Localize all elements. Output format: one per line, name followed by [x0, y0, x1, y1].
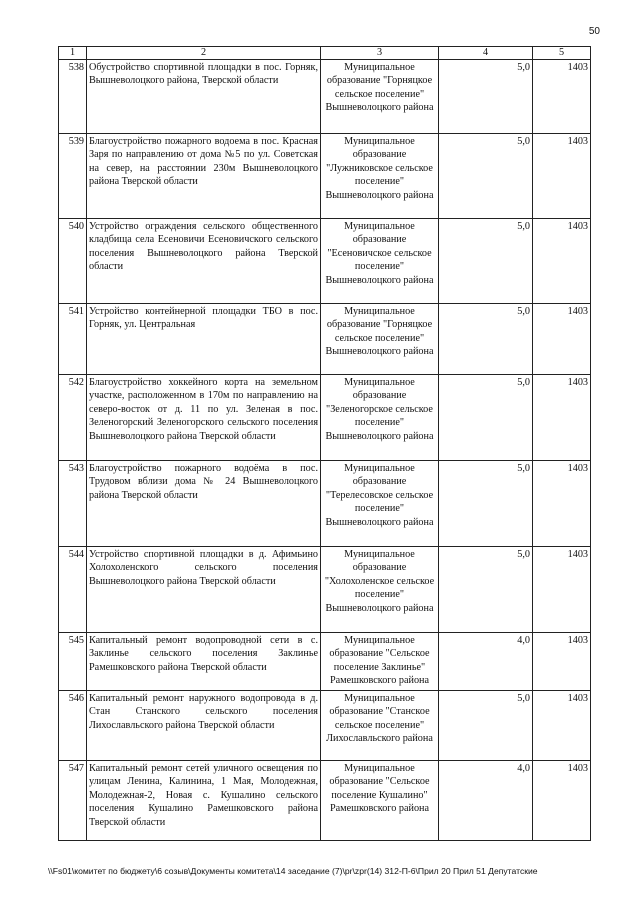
table-row — [59, 461, 591, 547]
column-header: 3 — [321, 47, 439, 60]
row-number: 544 — [59, 547, 87, 633]
code: 1403 — [533, 633, 591, 691]
row-number: 539 — [59, 134, 87, 219]
row-number: 547 — [59, 761, 87, 841]
code: 1403 — [533, 461, 591, 547]
code: 1403 — [533, 134, 591, 219]
row-number: 546 — [59, 691, 87, 761]
recipient-municipality: Муниципальное образование "Зеленогорское сельское поселение" Вышневолоцкого района — [321, 375, 439, 461]
project-description: Благоустройство пожарного водоёма в пос. Трудовом вблизи дома № 24 Вышневолоцкого района Тверской области — [87, 461, 321, 547]
recipient-municipality: Муниципальное образование "Есеновичское сельское поселение" Вышневолоцкого района — [321, 219, 439, 304]
table-row — [59, 60, 591, 134]
code: 1403 — [533, 219, 591, 304]
recipient-municipality: Муниципальное образование "Сельское поселение Заклинье" Рамешковского района — [321, 633, 439, 691]
project-description: Благоустройство хоккейного корта на земельном участке, расположенном в 170м по направлению на северо-восток от д. 11 по ул. Зеленая в пос. Зеленогорский Зеленогорского сельского поселения Вышневолоцкого района Тверской области — [87, 375, 321, 461]
table-row — [59, 633, 591, 691]
table-row — [59, 134, 591, 219]
row-number: 545 — [59, 633, 87, 691]
recipient-municipality: Муниципальное образование "Горняцкое сельское поселение" Вышневолоцкого района — [321, 60, 439, 134]
row-number: 540 — [59, 219, 87, 304]
project-description: Благоустройство пожарного водоема в пос. Красная Заря по направлению от дома №5 по ул. Советская на север, на расстоянии 230м Вышневолоцкого района Тверской области — [87, 134, 321, 219]
project-description: Устройство ограждения сельского общественного кладбища села Есеновичи Есеновичского сельского поселения Вышневолоцкого района Тверской области — [87, 219, 321, 304]
table-row — [59, 304, 591, 375]
recipient-municipality: Муниципальное образование "Сельское поселение Кушалино" Рамешковского района — [321, 761, 439, 841]
amount: 5,0 — [439, 547, 533, 633]
project-description: Устройство контейнерной площадки ТБО в пос. Горняк, ул. Центральная — [87, 304, 321, 375]
column-number-row — [59, 47, 591, 60]
project-description: Обустройство спортивной площадки в пос. Горняк, Вышневолоцкого района, Тверской области — [87, 60, 321, 134]
row-number: 541 — [59, 304, 87, 375]
recipient-municipality: Муниципальное образование "Горняцкое сельское поселение" Вышневолоцкого района — [321, 304, 439, 375]
amount: 5,0 — [439, 219, 533, 304]
code: 1403 — [533, 375, 591, 461]
recipient-municipality: Муниципальное образование "Станское сельское поселение" Лихославльского района — [321, 691, 439, 761]
table-row — [59, 761, 591, 841]
column-header: 4 — [439, 47, 533, 60]
table-row — [59, 691, 591, 761]
amount: 5,0 — [439, 691, 533, 761]
column-header: 2 — [87, 47, 321, 60]
amount: 5,0 — [439, 134, 533, 219]
code: 1403 — [533, 304, 591, 375]
code: 1403 — [533, 761, 591, 841]
column-header: 5 — [533, 47, 591, 60]
amount: 4,0 — [439, 761, 533, 841]
project-description: Капитальный ремонт сетей уличного освещения по улицам Ленина, Калинина, 1 Мая, Молодежная, Молодежная-2, Новая с. Кушалино сельского поселения Кушалино Рамешковского района Тверской области — [87, 761, 321, 841]
table-row — [59, 219, 591, 304]
code: 1403 — [533, 547, 591, 633]
table-row — [59, 375, 591, 461]
project-description: Капитальный ремонт водопроводной сети в с. Заклинье сельского поселения Заклинье Рамешковского района Тверской области — [87, 633, 321, 691]
code: 1403 — [533, 60, 591, 134]
page-number: 50 — [588, 26, 600, 37]
project-description: Капитальный ремонт наружного водопровода в д. Стан Станского сельского поселения Лихославльского района Тверской области — [87, 691, 321, 761]
file-path-footer: \\Fs01\комитет по бюджету\6 созыв\Документы комитета\14 заседание (7)\pr\zpr(14) 312-П-6\Прил 20 Прил 51 Депутатские — [48, 866, 538, 876]
amount: 5,0 — [439, 461, 533, 547]
row-number: 543 — [59, 461, 87, 547]
amount: 5,0 — [439, 304, 533, 375]
amount: 5,0 — [439, 375, 533, 461]
column-header: 1 — [59, 47, 87, 60]
row-number: 538 — [59, 60, 87, 134]
row-number: 542 — [59, 375, 87, 461]
appropriations-table — [58, 46, 591, 841]
table-row — [59, 547, 591, 633]
code: 1403 — [533, 691, 591, 761]
amount: 4,0 — [439, 633, 533, 691]
amount: 5,0 — [439, 60, 533, 134]
project-description: Устройство спортивной площадки в д. Афимьино Холохоленского сельского поселения Вышневолоцкого района Тверской области — [87, 547, 321, 633]
recipient-municipality: Муниципальное образование "Терелесовское сельское поселение" Вышневолоцкого района — [321, 461, 439, 547]
recipient-municipality: Муниципальное образование "Холохоленское сельское поселение" Вышневолоцкого района — [321, 547, 439, 633]
recipient-municipality: Муниципальное образование "Лужниковское сельское поселение" Вышневолоцкого района — [321, 134, 439, 219]
